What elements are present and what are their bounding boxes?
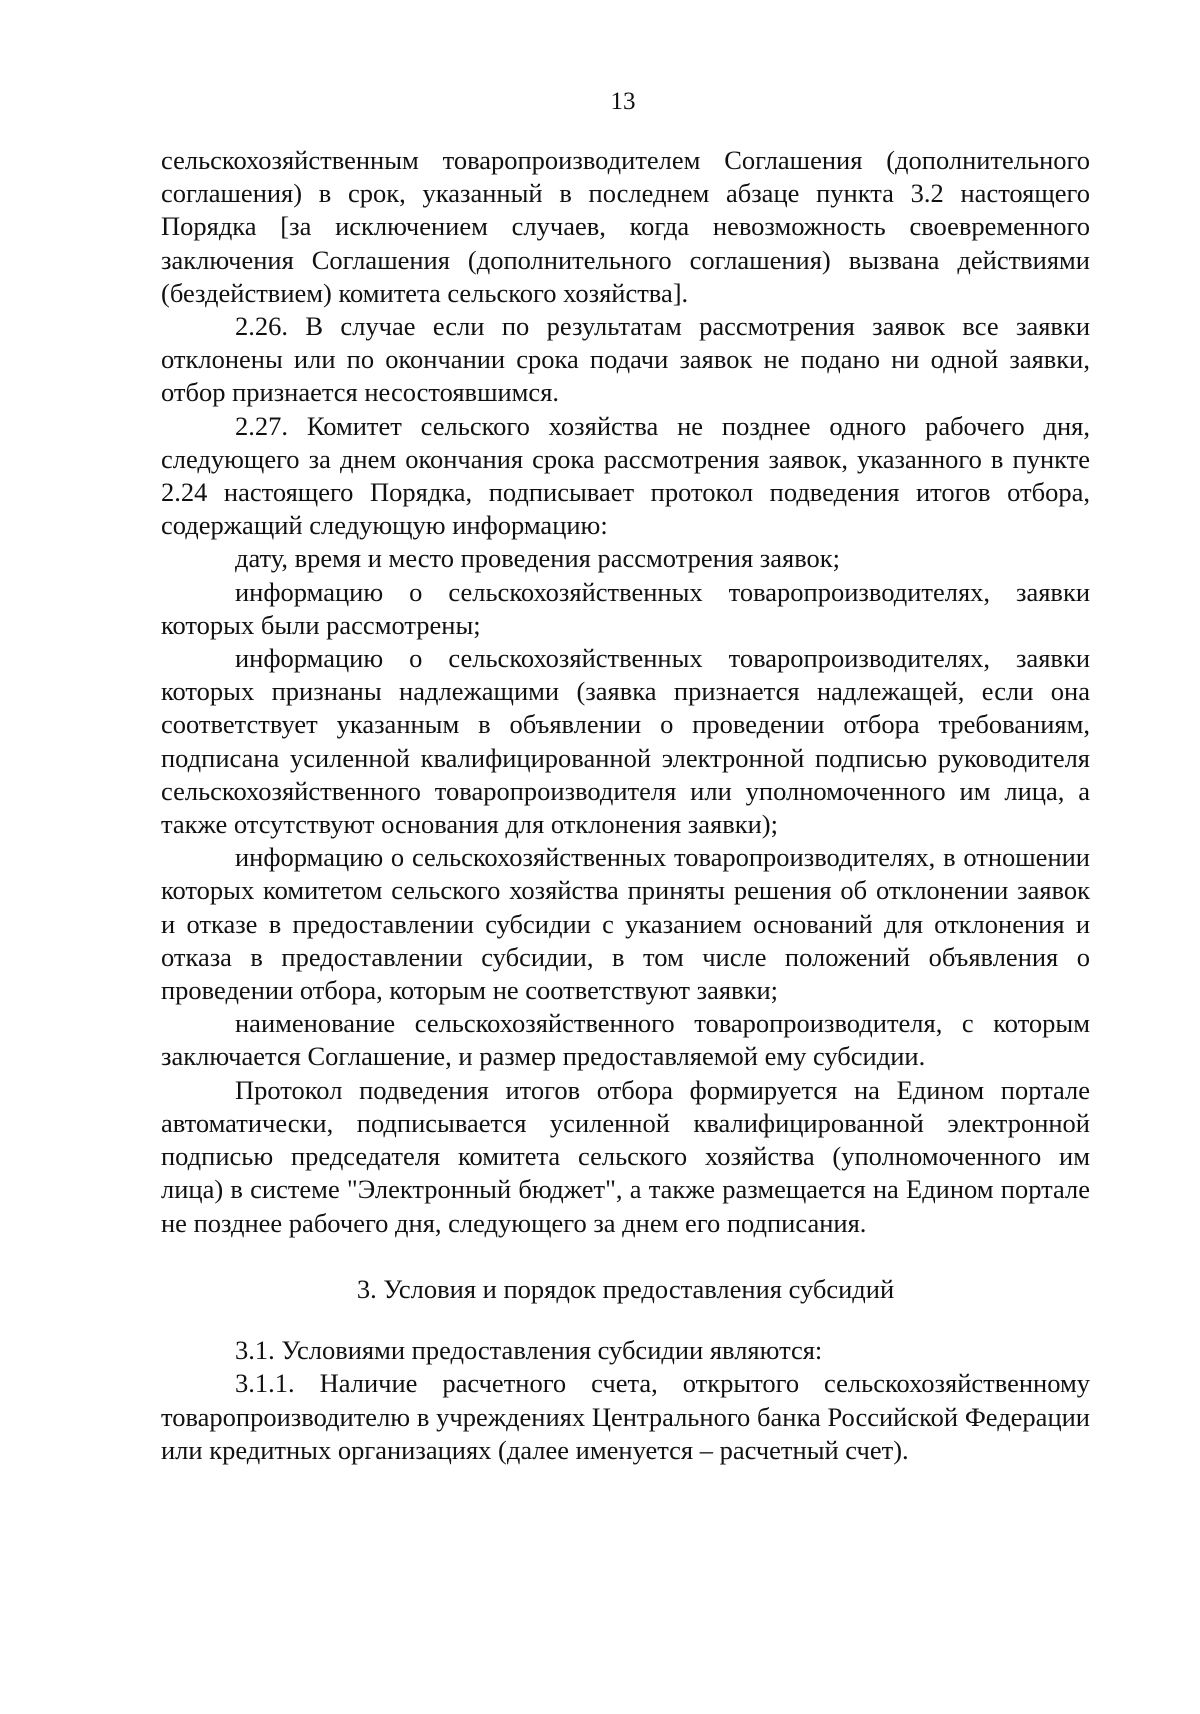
document-body [161, 144, 1090, 1467]
paragraph-protocol: Протокол подведения итогов отбора формируется на Едином портале автоматически, подписывается усиленной квалифицированной электронной подписью председателя комитета сельского хозяйства (уполномоченного им лица) в системе "Электронный бюджет", а также размещается на Едином портале не позднее рабочего дня, следующего за днем его подписания. [161, 1074, 1090, 1238]
paragraph-2-26: 2.26. В случае если по результатам рассмотрения заявок все заявки отклонены или по окончании срока подачи заявок не подано ни одной заявки, отбор признается несостоявшимся. [161, 311, 1090, 408]
list-item-name: наименование сельскохозяйственного товаропроизводителя, с которым заключается Соглашение, и размер предоставляемой ему субсидии. [161, 1008, 1090, 1072]
list-item-reviewed: информацию о сельскохозяйственных товаропроизводителях, заявки которых были рассмотрены; [161, 576, 1090, 640]
spacer [161, 1240, 1090, 1273]
paragraph-continuation: сельскохозяйственным товаропроизводителем Соглашения (дополнительного соглашения) в срок, указанный в последнем абзаце пункта 3.2 настоящего Порядка [за исключением случаев, когда невозможность своевременного заключения Соглашения (дополнительного соглашения) вызвана действиями (бездействием) комитета сельского хозяйства]. [161, 145, 1090, 308]
paragraph-3-1: 3.1. Условиями предоставления субсидии являются: [235, 1335, 823, 1366]
paragraph-2-27: 2.27. Комитет сельского хозяйства не позднее одного рабочего дня, следующего за днем окончания срока рассмотрения заявок, указанного в пункте 2.24 настоящего Порядка, подписывает протокол подведения итогов отбора, содержащий следующую информацию: [161, 410, 1090, 541]
list-item-proper: информацию о сельскохозяйственных товаропроизводителях, заявки которых признаны надлежащими (заявка признается надлежащей, если она соответствует указанным в объявлении о проведении отбора требованиям, подписана усиленной квалифицированной электронной подписью руководителя сельскохозяйственного товаропроизводителя или уполномоченного им лица, а также отсутствуют основания для отклонения заявки); [161, 643, 1090, 840]
page-number: 13 [610, 88, 636, 115]
list-item-rejected: информацию о сельскохозяйственных товаропроизводителях, в отношении которых комитетом сельского хозяйства приняты решения об отклонении заявок и отказе в предоставлении субсидии с указанием оснований для отклонения и отказа в предоставлении субсидии, в том числе положений объявления о проведении отбора, которым не соответствуют заявки; [161, 842, 1090, 1006]
paragraph-3-1-1: 3.1.1. Наличие расчетного счета, открытого сельскохозяйственному товаропроизводителю в учреждениях Центрального банка Российской Федерации или кредитных организациях (далее именуется – расчетный счет). [161, 1368, 1090, 1465]
section-heading: 3. Условия и порядок предоставления субсидий [356, 1273, 895, 1304]
list-item-date: дату, время и место проведения рассмотрения заявок; [235, 543, 841, 574]
spacer [161, 1306, 1090, 1334]
